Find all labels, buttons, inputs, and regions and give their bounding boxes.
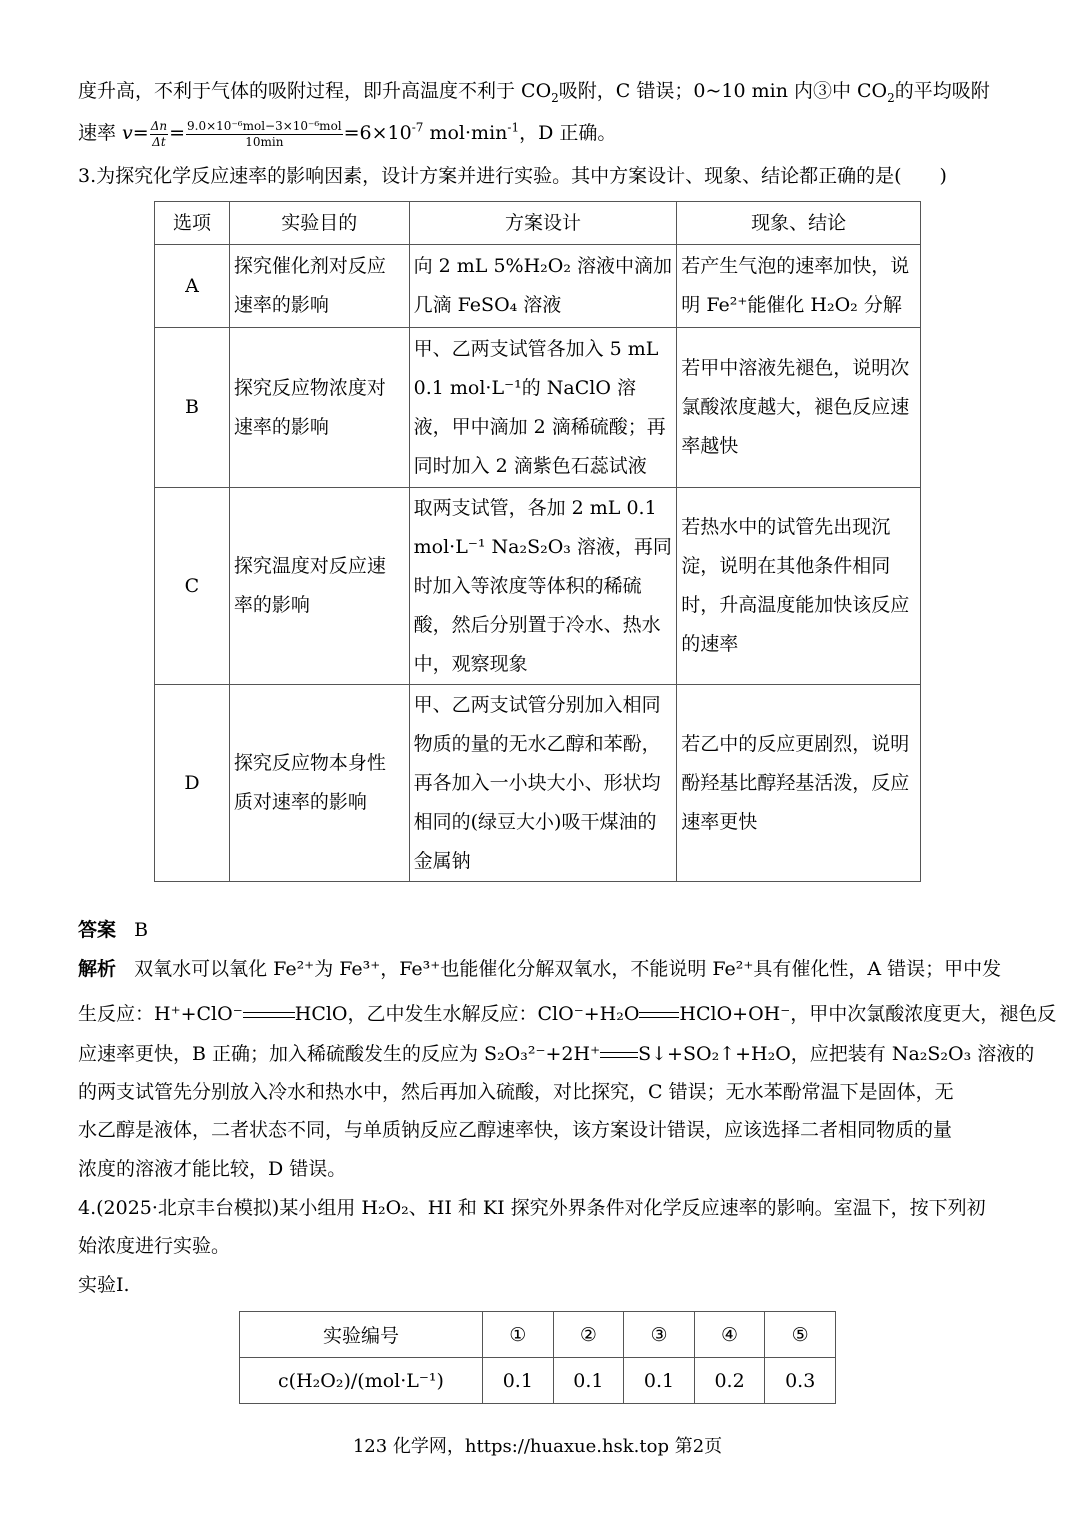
question-4-stem-line-1: 4.(2025·北京丰台模拟)某小组用 H₂O₂、HI 和 KI 探究外界条件对化学反应速率的影响。室温下，按下列初 [78,1197,986,1219]
header-design: 方案设计 [409,202,677,245]
experiment-table [239,1311,836,1404]
table-row: D 探究反应物本身性质对速率的影响 甲、乙两支试管分别加入相同物质的量的无水乙醇和苯酚，再各加入一小块大小、形状均相同的(绿豆大小)吸干煤油的金属钠 若乙中的反应更剧烈，说明酚羟基比醇羟基活泼，反应速率更快 [155,685,921,882]
table-row: C 探究温度对反应速率的影响 取两支试管，各加 2 mL 0.1 mol·L⁻¹ Na₂S₂O₃ 溶液，再同时加入等浓度等体积的稀硫酸，然后分别置于冷水、热水中，观察现象 若热水中的试管先出现沉淀，说明在其他条件相同时，升高温度能加快该反应的速率 [155,488,921,685]
analysis-line-6: 浓度的溶液才能比较，D 错误。 [78,1158,347,1180]
table-row: 实验编号 ① ② ③ ④ ⑤ [240,1312,836,1358]
analysis-line-5: 水乙醇是液体，二者状态不同，与单质钠反应乙醇速率快，该方案设计错误，应该选择二者相同物质的量 [78,1119,953,1141]
answer-label: 答案 [78,919,117,941]
analysis-line-1: 解析 双氧水可以氧化 Fe²⁺为 Fe³⁺，Fe³⁺也能催化分解双氧水，不能说明 Fe²⁺具有催化性，A 错误；甲中发 [78,958,1002,980]
answer-line [78,917,995,943]
intro-line-1: 度升高，不利于气体的吸附过程，即升高温度不利于 $CO_2$吸附，C 错误；0~10 min 内③中 $CO_2$的平均吸附 [78,80,990,105]
analysis-line-2: 生反应：H⁺+ClO⁻ HClO，乙中发生水解反应：ClO⁻+H₂O HClO+OH⁻，甲中次氯酸浓度更大，褪色反 [78,1003,1057,1025]
table-row: c(H₂O₂)/(mol·L⁻¹) 0.1 0.1 0.1 0.2 0.3 [240,1358,836,1404]
page-footer: 123 化学网，https://huaxue.hsk.top 第2页 [352,1436,723,1457]
question-3-table [154,201,921,882]
header-option: 选项 [155,202,230,245]
fraction-delta: $\frac{\Delta n}{\Delta t}$ [150,118,168,149]
intro-line-2: 速率 v= $\frac{\Delta n}{\Delta t}$ = $\frac{\text{9.0×10⁻⁶mol−3×10⁻⁶mol}}{10\min}$ $=6\times 10^{-7}$ $mol\cdot\min^{-1}$，D 正确。 [78,118,617,149]
answer-value: B [134,919,149,941]
analysis-label: 解析 [78,958,117,980]
equals-sign [243,1008,295,1022]
table-row: B 探究反应物浓度对速率的影响 甲、乙两支试管各加入 5 mL 0.1 mol·L⁻¹的 NaClO 溶液，甲中滴加 2 滴稀硫酸；再同时加入 2 滴紫色石蕊试液 若甲中溶液先褪色，说明次氯酸浓度越大，褪色反应速率越快 [155,328,921,488]
analysis-line-3: 应速率更快，B 正确；加入稀硫酸发生的反应为 S₂O₃²⁻+2H⁺ S↓+SO₂↑+H₂O，应把装有 Na₂S₂O₃ 溶液的 [78,1043,1035,1065]
analysis-line-4: 的两支试管先分别放入冷水和热水中，然后再加入硫酸，对比探究，C 错误；无水苯酚常温下是固体，无 [78,1081,954,1103]
reversible-arrow [639,1008,679,1022]
fraction-values: $\frac{\text{9.0×10⁻⁶mol−3×10⁻⁶mol}}{10\min}$ [187,118,342,149]
table-header-row [155,202,921,245]
header-result: 现象、结论 [677,202,921,245]
question-4-stem-line-2: 始浓度进行实验。 [78,1235,231,1257]
equals-sign [600,1048,638,1062]
experiment-label: 实验Ⅰ. [78,1274,130,1296]
header-goal: 实验目的 [229,202,409,245]
question-3-stem: 3.为探究化学反应速率的影响因素，设计方案并进行实验。其中方案设计、现象、结论都正确的是( ) [78,165,947,187]
table-row: A 探究催化剂对反应速率的影响 向 2 mL 5%H₂O₂ 溶液中滴加几滴 FeSO₄ 溶液 若产生气泡的速率加快，说明 Fe²⁺能催化 H₂O₂ 分解 [155,245,921,328]
